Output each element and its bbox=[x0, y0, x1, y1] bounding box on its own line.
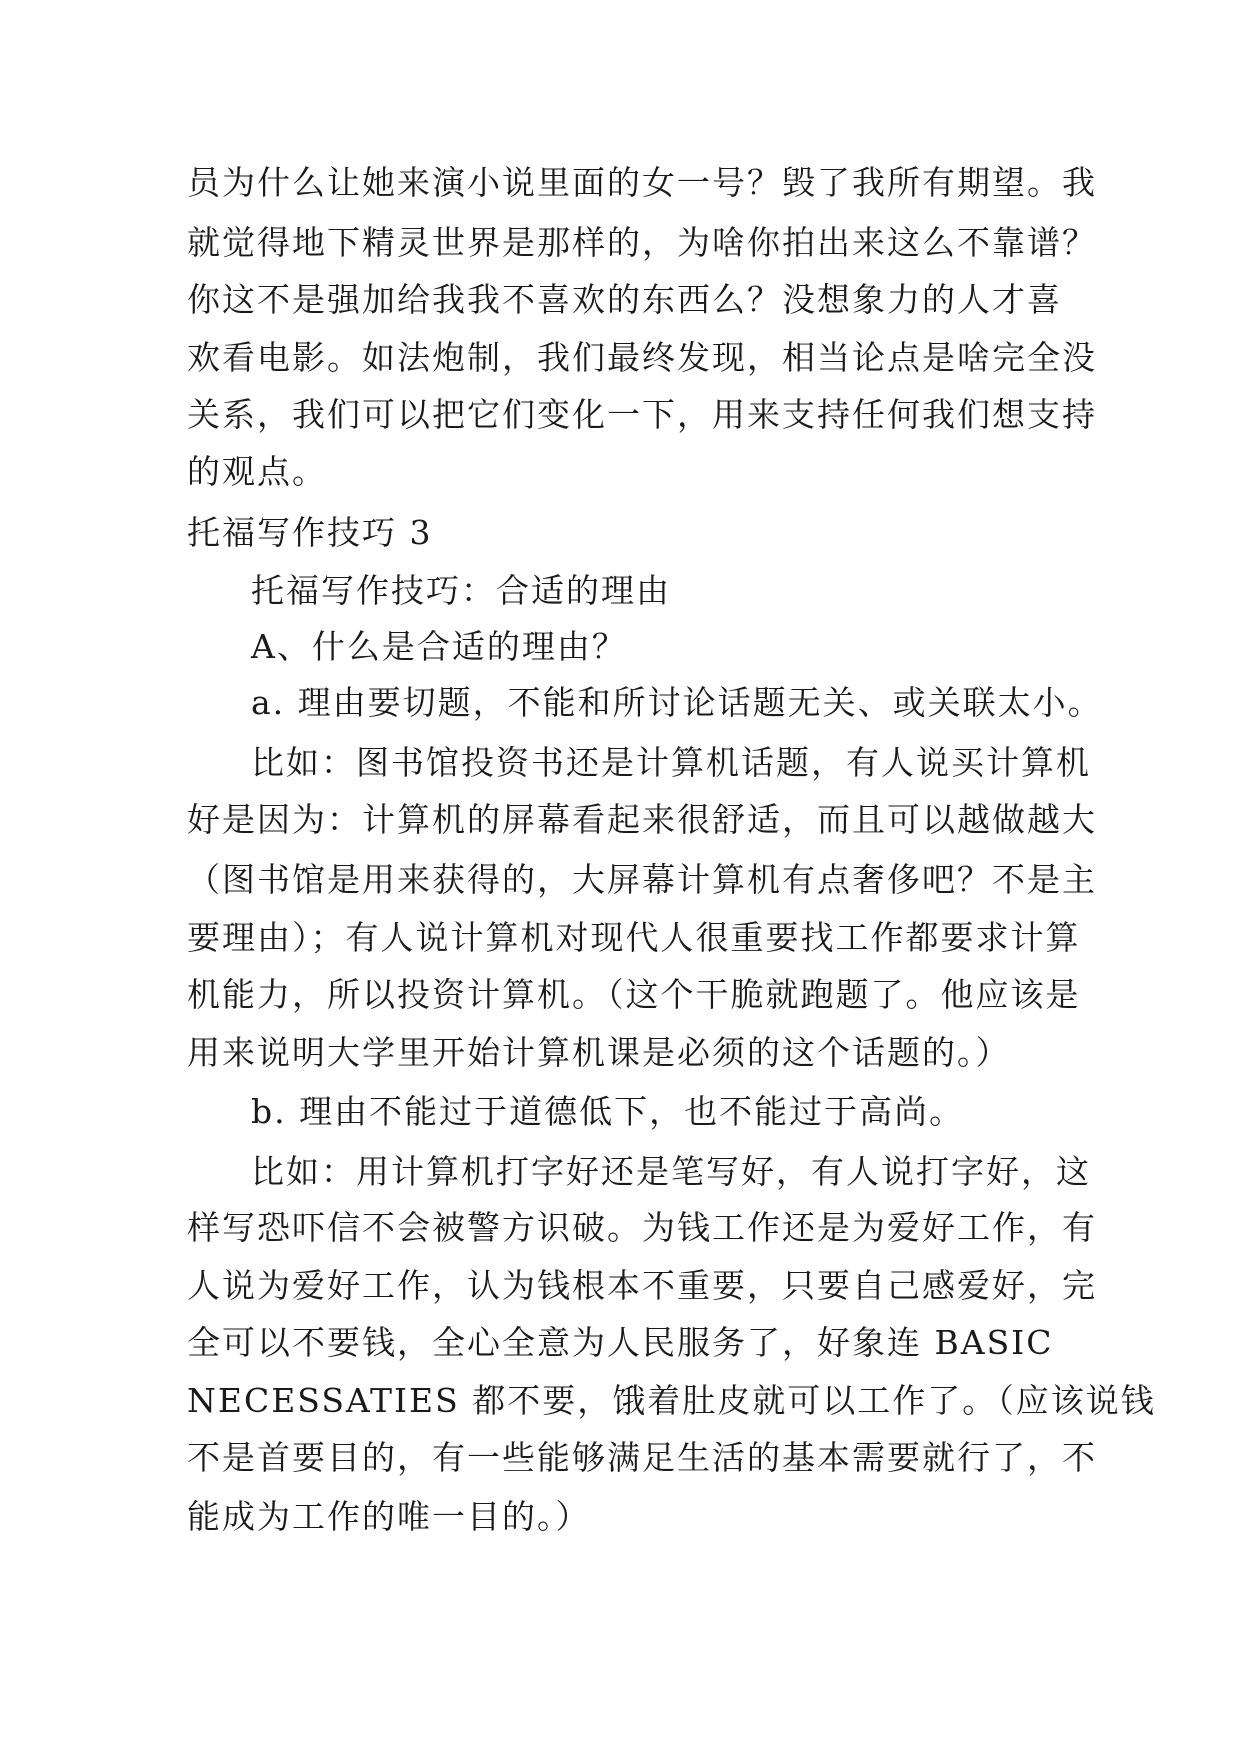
paragraph-line: 全可以不要钱，全心全意为人民服务了，好象连 BASIC bbox=[187, 1323, 1054, 1362]
paragraph-line: 机能力，所以投资计算机。（这个干脆就跑题了。他应该是 bbox=[187, 975, 1081, 1014]
subtitle: 托福写作技巧：合适的理由 bbox=[251, 571, 671, 610]
paragraph-line: 要理由）；有人说计算机对现代人很重要找工作都要求计算 bbox=[187, 918, 1081, 957]
paragraph-line: 人说为爱好工作，认为钱根本不重要，只要自己感爱好，完 bbox=[187, 1266, 1097, 1305]
paragraph-line: NECESSATIES 都不要，饿着肚皮就可以工作了。（应该说钱 bbox=[187, 1381, 1156, 1420]
paragraph-line: 员为什么让她来演小说里面的女一号？毁了我所有期望。我 bbox=[187, 163, 1097, 202]
point-b: b. 理由不能过于道德低下，也不能过于高尚。 bbox=[251, 1092, 965, 1131]
paragraph-line: 用来说明大学里开始计算机课是必须的这个话题的。） bbox=[187, 1033, 1011, 1072]
paragraph-line: 比如：用计算机打字好还是笔写好，有人说打字好，这 bbox=[251, 1152, 1091, 1191]
paragraph-line: 能成为工作的唯一目的。） bbox=[187, 1497, 591, 1536]
section-heading: 托福写作技巧 3 bbox=[187, 513, 433, 552]
paragraph-line: 关系，我们可以把它们变化一下，用来支持任何我们想支持 bbox=[187, 395, 1097, 434]
paragraph-line: 的观点。 bbox=[187, 452, 327, 491]
paragraph-line: 比如：图书馆投资书还是计算机话题，有人说买计算机 bbox=[251, 743, 1091, 782]
paragraph-line: 就觉得地下精灵世界是那样的，为啥你拍出来这么不靠谱？ bbox=[187, 223, 1097, 262]
point-a: a. 理由要切题，不能和所讨论话题无关、或关联太小。 bbox=[251, 683, 1103, 722]
question-heading: A、什么是合适的理由？ bbox=[251, 627, 627, 666]
paragraph-line: 好是因为：计算机的屏幕看起来很舒适，而且可以越做越大 bbox=[187, 800, 1097, 839]
paragraph-line: 欢看电影。如法炮制，我们最终发现，相当论点是啥完全没 bbox=[187, 338, 1097, 377]
paragraph-line: 你这不是强加给我我不喜欢的东西么？没想象力的人才喜 bbox=[187, 280, 1062, 319]
paragraph-line: 样写恐吓信不会被警方识破。为钱工作还是为爱好工作，有 bbox=[187, 1208, 1097, 1247]
paragraph-line: 不是首要目的，有一些能够满足生活的基本需要就行了，不 bbox=[187, 1438, 1097, 1477]
paragraph-line: （图书馆是用来获得的，大屏幕计算机有点奢侈吧？不是主 bbox=[187, 860, 1097, 899]
